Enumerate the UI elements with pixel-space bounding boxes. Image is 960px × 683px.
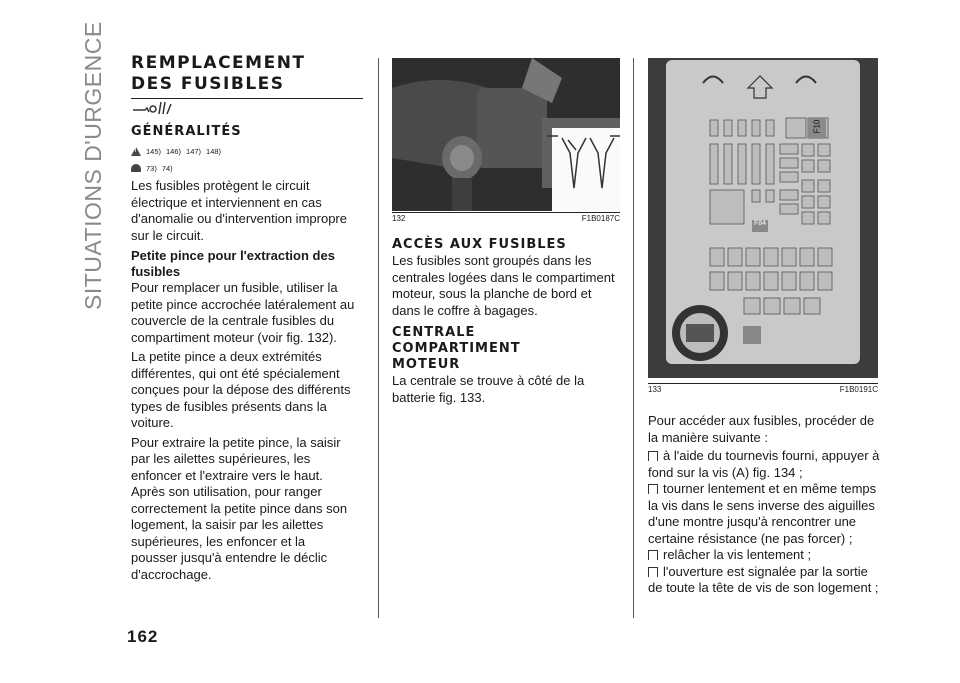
list-item: relâcher la vis lentement ; [648, 547, 880, 564]
fuse-label-f84: F84 [753, 220, 767, 227]
list-item: tourner lentement et en même temps la vis dans le sens inverse des aiguilles d'une montre jusqu'à rencontrer une certaine résistance (ne pas forcer) ; [648, 481, 877, 546]
heading-centrale-line1: CENTRALE [392, 325, 476, 340]
paragraph: La centrale se trouve à côté de la batterie fig. 133. [392, 373, 585, 405]
environment-refs: 73) 74) [131, 162, 368, 174]
bullet-icon [648, 484, 658, 494]
paragraph: Pour accéder aux fusibles, procéder de la manière suivante : [648, 413, 875, 445]
bullet-icon [648, 550, 658, 560]
tools-icon [131, 100, 175, 121]
column-divider [633, 58, 634, 618]
figure-132-caption: 132 F1B0187C [392, 214, 620, 223]
paragraph: Pour remplacer un fusible, utiliser la petite pince accrochée latéralement au couvercle de la centrale fusibles du compartiment moteur (voir fig. 132). [131, 280, 355, 345]
paragraph: Les fusibles sont groupés dans les centrales logées dans le compartiment moteur, sous la planche de bord et dans le coffre à bagages. [392, 253, 615, 318]
bullet-icon [648, 451, 658, 461]
column-divider [378, 58, 379, 618]
figure-132-engine-photo [392, 58, 620, 211]
page-title-line2: DES FUSIBLES [131, 74, 285, 94]
heading-acces-fusibles: ACCÈS AUX FUSIBLES [392, 237, 567, 252]
paragraph: Les fusibles protègent le circuit électrique et interviennent en cas d'anomalie ou d'intervention impropre sur le circuit. [131, 178, 347, 243]
environment-icon [131, 164, 141, 172]
paragraph: Pour extraire la petite pince, la saisir par les ailettes supérieures, les enfoncer et l'extraire vers le haut. Après son utilisation, pour ranger correctement la petite pince dans son logement, la saisir par les ailettes supérieures, les enfoncer et la pousser jusqu'à entendre le déclic d'accrochage. [131, 434, 348, 582]
section-title-generalites: GÉNÉRALITÉS [131, 124, 242, 139]
paragraph: La petite pince a deux extrémités différentes, qui ont été spécialement conçues pour la dépose des différents types de fusibles présents dans la voiture. [131, 349, 351, 430]
bullet-icon [648, 567, 658, 577]
list-item: à l'aide du tournevis fourni, appuyer à fond sur la vis (A) fig. 134 ; [648, 448, 880, 480]
page-number: 162 [127, 627, 159, 646]
heading-centrale-line2: COMPARTIMENT [392, 341, 521, 356]
fuse-label-f10: F10 [812, 119, 822, 134]
section-side-tab: SITUATIONS D'URGENCE [80, 21, 106, 310]
figure-133-fuse-box [648, 58, 878, 378]
list-item: l'ouverture est signalée par la sortie de toute la tête de vis de son logement ; [648, 563, 879, 595]
warning-refs: ! 145) 146) 147) 148) [131, 145, 368, 157]
figure-133-caption: 133 F1B0191C [648, 385, 878, 394]
sub-heading-pince: Petite pince pour l'extraction des fusibles [131, 248, 335, 279]
heading-centrale-line3: MOTEUR [392, 357, 461, 372]
page-title-line1: REMPLACEMENT [131, 53, 306, 73]
title-rule [131, 98, 363, 99]
warning-icon [131, 147, 141, 156]
